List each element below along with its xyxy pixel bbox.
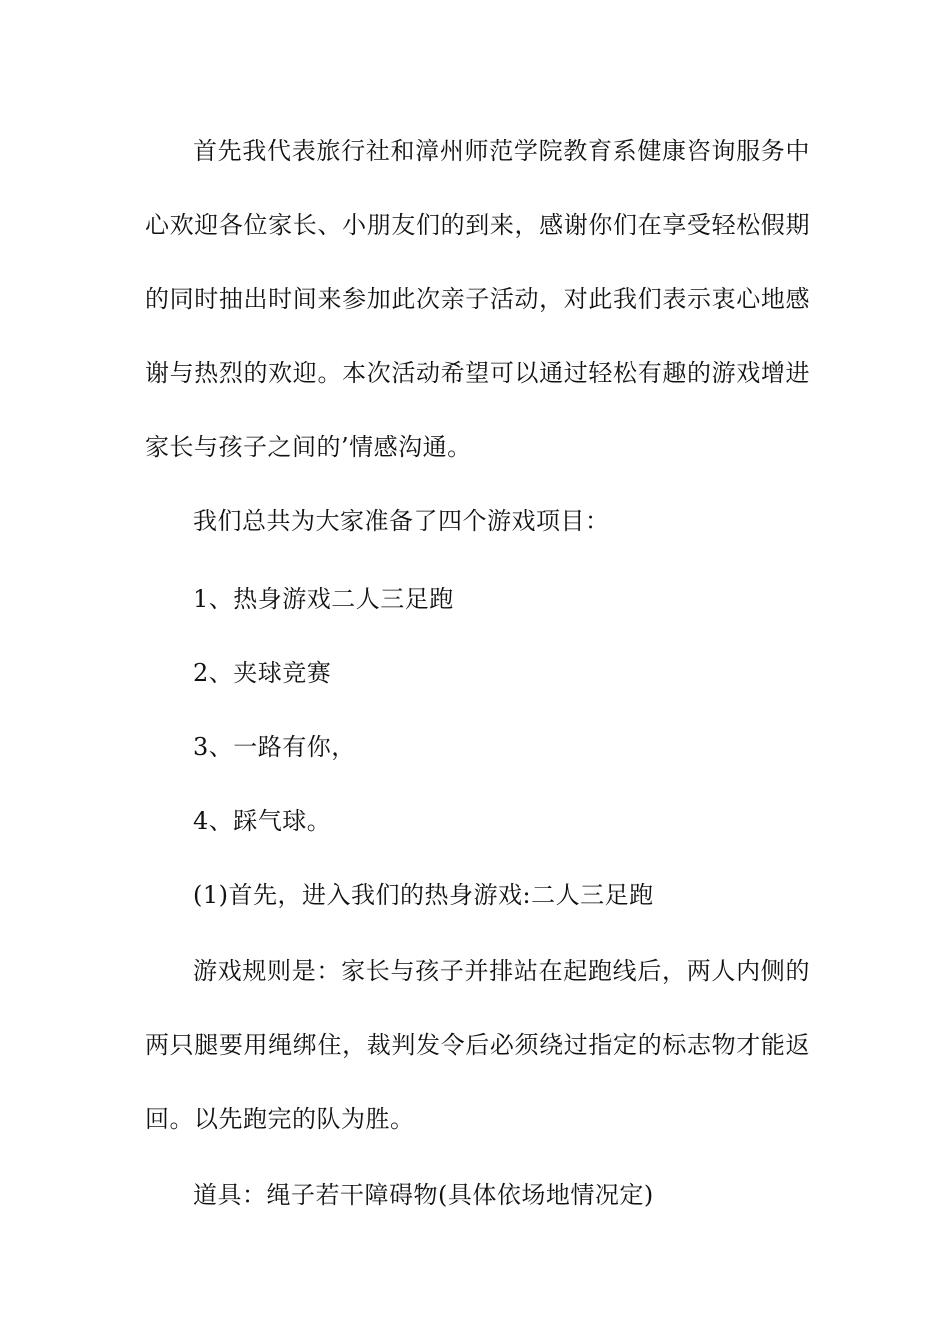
paragraph-game-rules: 游戏规则是：家长与孩子并排站在起跑线后，两人内侧的两只腿要用绳绑住，裁判发令后必须绕过指定的标志物才能返回。以先跑完的队为胜。 <box>145 957 810 1133</box>
list-item-game-3: 3、一路有你， <box>193 733 356 761</box>
paragraph-props: 道具：绳子若干障碍物(具体依场地情况定) <box>193 1181 654 1209</box>
list-item-game-1: 1、热身游戏二人三足跑 <box>193 585 454 613</box>
paragraph-welcome: 首先我代表旅行社和漳州师范学院教育系健康咨询服务中心欢迎各位家长、小朋友们的到来，感谢你们在享受轻松假期的同时抽出时间来参加此次亲子活动，对此我们表示衷心地感谢与热烈的欢迎。本次活动希望可以通过轻松有趣的游戏增进家长与孩子之间的’情感沟通。 <box>145 137 810 461</box>
paragraph-warmup-heading: (1)首先，进入我们的热身游戏:二人三足跑 <box>193 881 654 909</box>
list-item-game-4: 4、踩气球。 <box>193 807 332 835</box>
list-item-game-2: 2、夹球竞赛 <box>193 659 332 687</box>
paragraph-games-intro: 我们总共为大家准备了四个游戏项目： <box>193 507 610 535</box>
